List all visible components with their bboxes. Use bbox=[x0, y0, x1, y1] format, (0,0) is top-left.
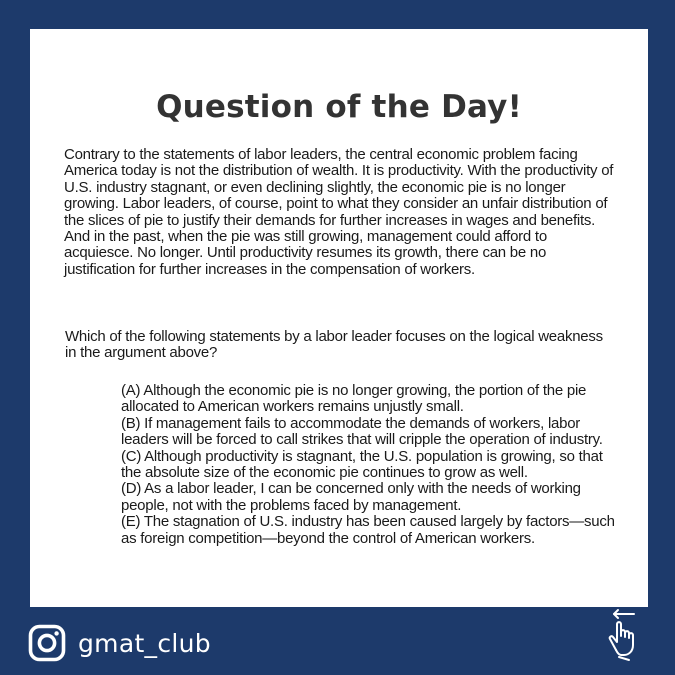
instagram-icon bbox=[28, 624, 66, 662]
answer-option-e[interactable]: (E) The stagnation of U.S. industry has been caused largely by factors—such as foreign competition—beyond the control of American workers. bbox=[121, 513, 615, 547]
page-title: Question of the Day! bbox=[156, 89, 522, 125]
answer-option-d[interactable]: (D) As a labor leader, I can be concerned only with the needs of working people, not with the problems faced by management. bbox=[121, 480, 581, 514]
instagram-handle[interactable] bbox=[28, 624, 211, 662]
question-stem: Which of the following statements by a labor leader focuses on the logical weakness in the argument above? bbox=[65, 328, 603, 362]
argument-passage: Contrary to the statements of labor leaders, the central economic problem facing America today is not the distribution of wealth. It is productivity. With the productivity of U.S. industry stagnant, or even declining slightly, the economic pie is no longer growing. Labor leaders, of course, point to what they consider an unfair distribution of the slices of pie to justify their demands for further increases in wages and benefits. And in the past, when the pie was still growing, management could afford to acquiesce. No longer. Until productivity resumes its growth, there can be no justification for further increases in the compensation of workers. bbox=[64, 146, 614, 278]
answer-option-b[interactable]: (B) If management fails to accommodate the demands of workers, labor leaders will be forced to call strikes that will cripple the operation of industry. bbox=[121, 414, 603, 449]
answer-options bbox=[121, 383, 621, 547]
instagram-handle-text: gmat_club bbox=[78, 628, 211, 658]
swipe-hand-icon bbox=[602, 608, 646, 662]
answer-option-c[interactable]: (C) Although productivity is stagnant, the U.S. population is growing, so that the absolute size of the economic pie continues to grow as well. bbox=[121, 447, 603, 482]
question-card bbox=[30, 29, 648, 607]
answer-option-a[interactable]: (A) Although the economic pie is no longer growing, the portion of the pie allocated to American workers remains unjustly small. bbox=[121, 382, 587, 416]
